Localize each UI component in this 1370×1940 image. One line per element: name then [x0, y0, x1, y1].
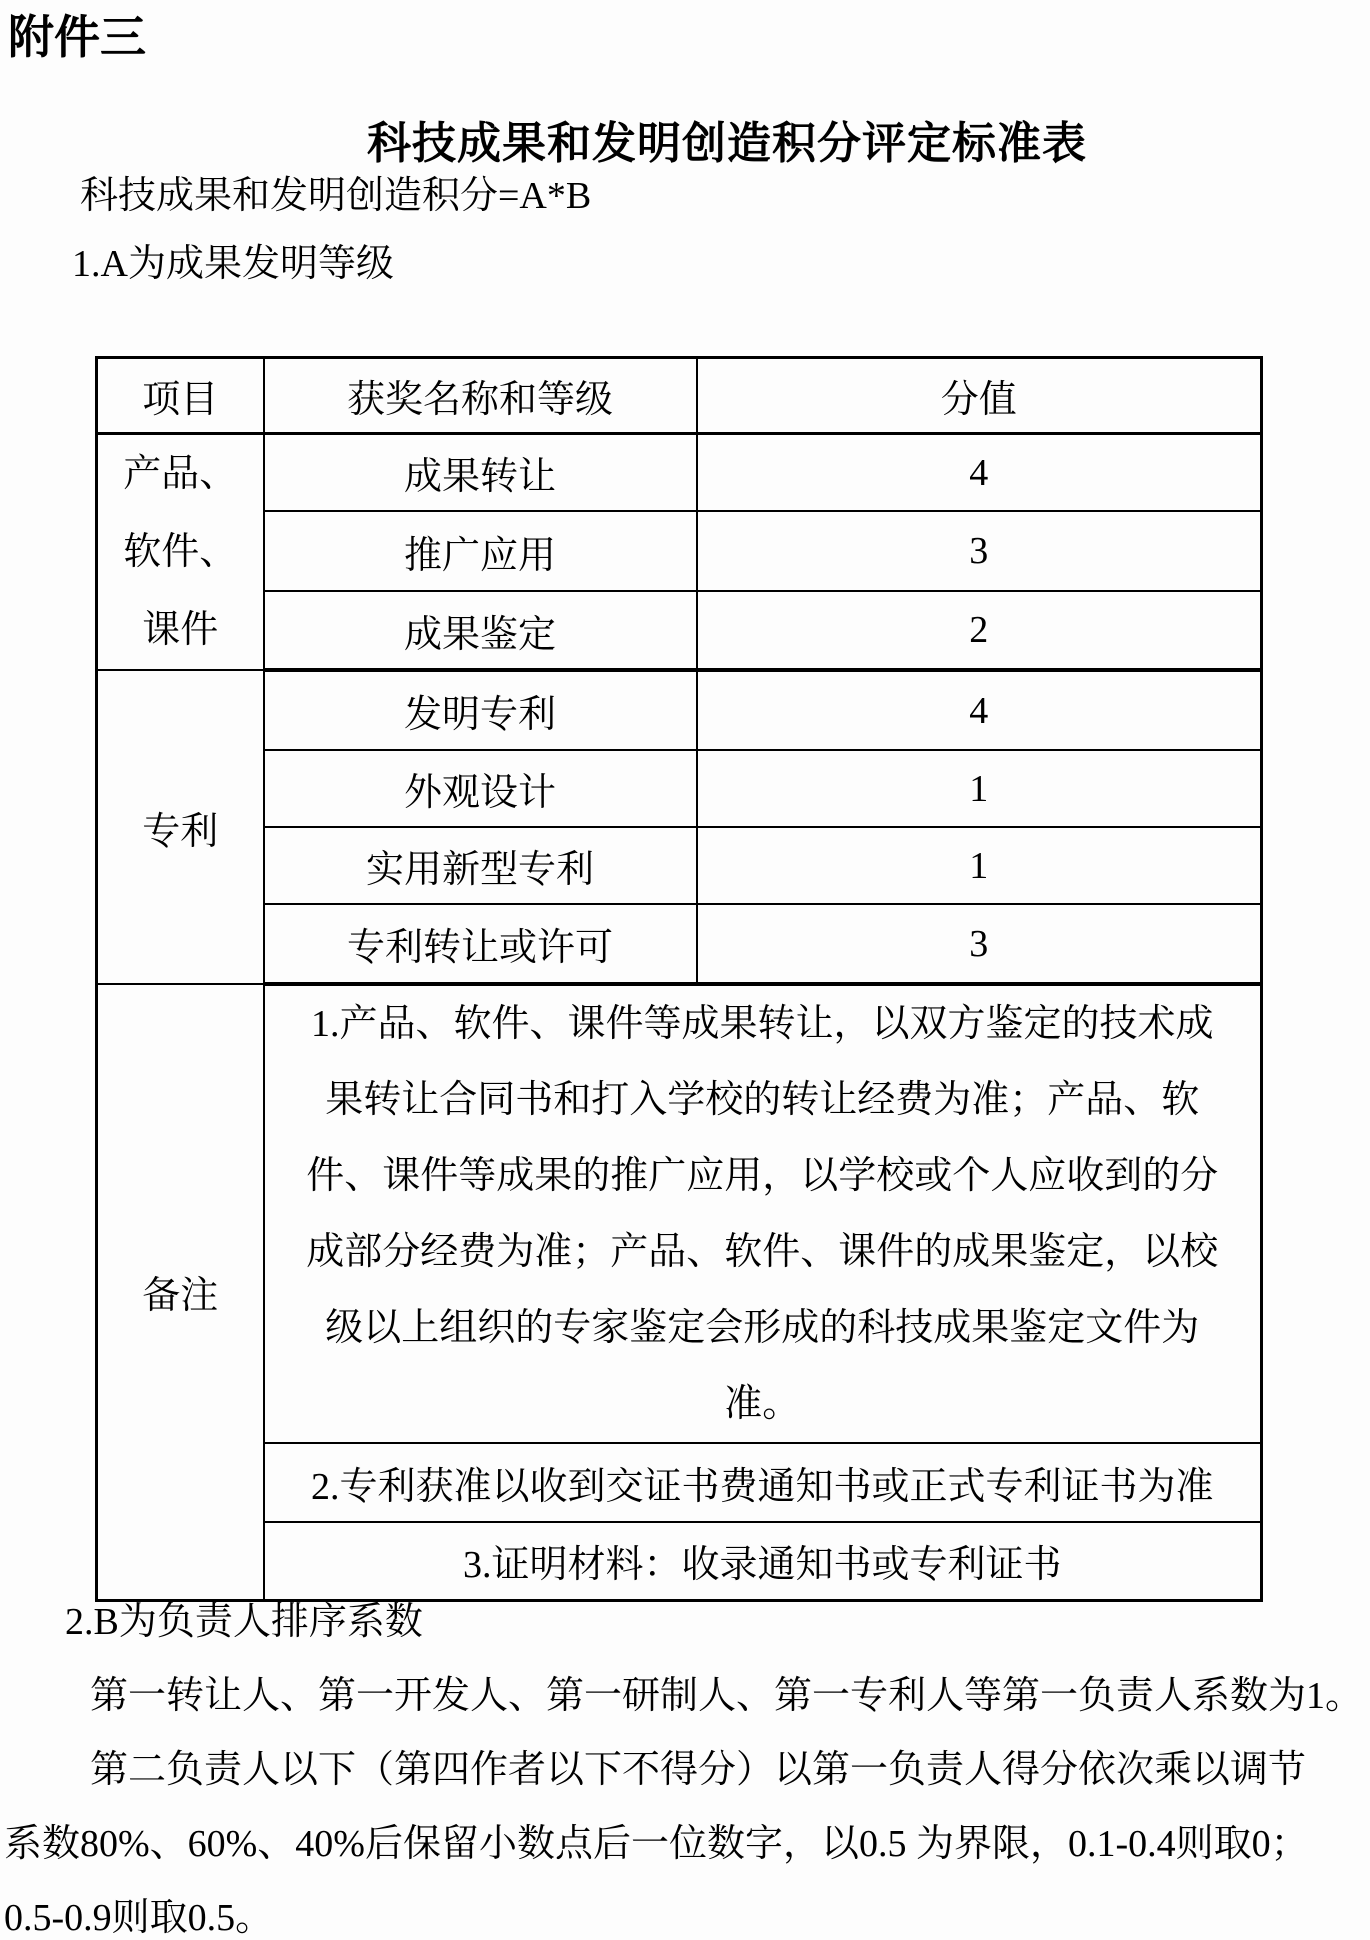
award-name-cell: 成果鉴定 — [264, 591, 697, 670]
category-line: 产品、 — [123, 453, 238, 495]
remark-note-line: 件、课件等成果的推广应用，以学校或个人应收到的分 — [306, 1155, 1219, 1197]
award-name-cell: 实用新型专利 — [264, 827, 697, 904]
score-cell: 1 — [697, 827, 1262, 904]
col-header-item: 项目 — [97, 358, 264, 434]
score-standard-table — [95, 356, 1263, 1602]
table-row — [97, 434, 1262, 512]
section2-paragraph-line: 系数80%、60%、40%后保留小数点后一位数字，以0.5 为界限，0.1-0.4则取0； — [4, 1823, 1309, 1865]
table-row — [97, 591, 1262, 670]
table-header-row — [97, 358, 1262, 434]
col-header-score: 分值 — [697, 358, 1262, 434]
section2-paragraph-line: 0.5-0.9则取0.5。 — [4, 1897, 274, 1939]
remark-note-line: 成部分经费为准；产品、软件、课件的成果鉴定，以校 — [306, 1231, 1219, 1273]
category-cell-products-software-courseware — [97, 434, 264, 671]
remark-note-line: 1.产品、软件、课件等成果转让，以双方鉴定的技术成 — [310, 1003, 1214, 1045]
score-cell: 4 — [697, 434, 1262, 512]
table-row — [97, 984, 1262, 1443]
table-row — [97, 904, 1262, 984]
category-cell-remarks: 备注 — [97, 984, 264, 1600]
award-name-cell: 推广应用 — [264, 511, 697, 591]
score-cell: 3 — [697, 904, 1262, 984]
category-line: 软件、 — [123, 531, 238, 573]
section2-heading: 2.B为负责人排序系数 — [65, 1601, 423, 1643]
remark-note-1 — [264, 984, 1262, 1443]
score-cell: 3 — [697, 511, 1262, 591]
table-row — [97, 670, 1262, 750]
table-row — [97, 750, 1262, 827]
score-cell: 2 — [697, 591, 1262, 670]
award-name-cell: 发明专利 — [264, 670, 697, 750]
section2-paragraph-line: 第二负责人以下（第四作者以下不得分）以第一负责人得分依次乘以调节 — [90, 1749, 1307, 1791]
table-row — [97, 1522, 1262, 1600]
award-name-cell: 外观设计 — [264, 750, 697, 827]
award-name-cell: 成果转让 — [264, 434, 697, 512]
formula-line: 科技成果和发明创造积分=A*B — [80, 175, 592, 217]
section2-paragraph-line: 第一转让人、第一开发人、第一研制人、第一专利人等第一负责人系数为1。 — [90, 1675, 1364, 1717]
remark-note-line: 级以上组织的专家鉴定会形成的科技成果鉴定文件为 — [325, 1307, 1200, 1349]
table-row — [97, 827, 1262, 904]
col-header-award-name: 获奖名称和等级 — [264, 358, 697, 434]
attachment-label: 附件三 — [8, 11, 146, 63]
category-line: 课件 — [142, 609, 219, 651]
category-cell-patent: 专利 — [97, 670, 264, 984]
table-row — [97, 1443, 1262, 1522]
remark-note-line: 果转让合同书和打入学校的转让经费为准；产品、软 — [325, 1079, 1200, 1121]
table-row — [97, 511, 1262, 591]
score-cell: 1 — [697, 750, 1262, 827]
remark-note-2: 2.专利获准以收到交证书费通知书或正式专利证书为准 — [264, 1443, 1262, 1522]
score-cell: 4 — [697, 670, 1262, 750]
award-name-cell: 专利转让或许可 — [264, 904, 697, 984]
page-title: 科技成果和发明创造积分评定标准表 — [367, 119, 1087, 168]
remark-note-3: 3.证明材料：收录通知书或专利证书 — [264, 1522, 1262, 1600]
remark-note-line: 准。 — [724, 1383, 801, 1425]
section1-heading: 1.A为成果发明等级 — [72, 243, 394, 285]
